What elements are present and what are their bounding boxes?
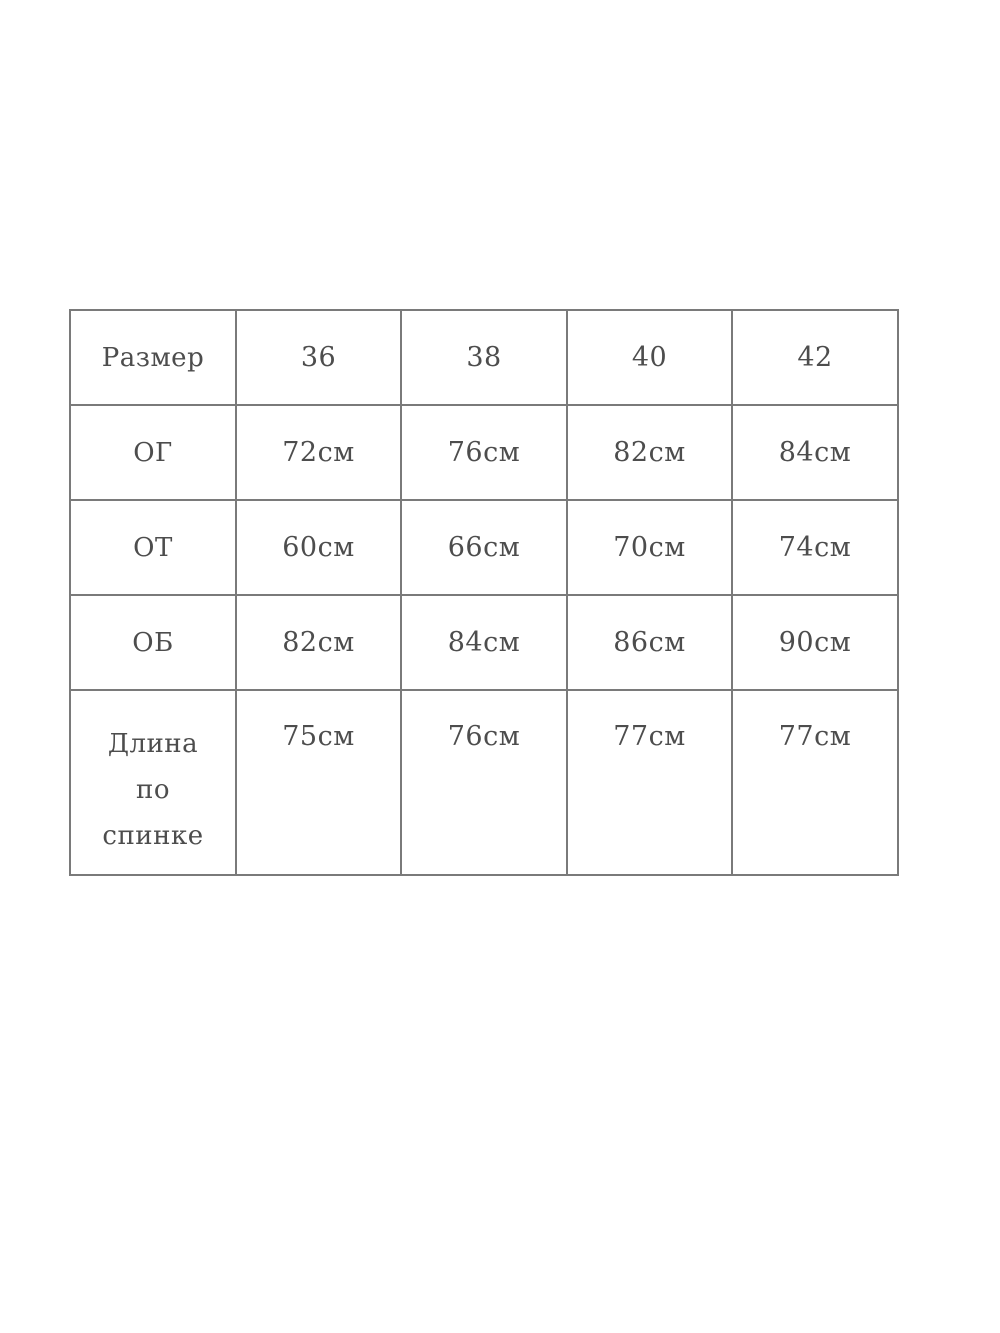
value-cell: 82см xyxy=(567,405,732,500)
size-header-cell: 40 xyxy=(567,310,732,405)
value-cell: 76см xyxy=(401,690,567,875)
size-header-cell: 42 xyxy=(732,310,898,405)
row-label-line: по xyxy=(136,775,170,805)
value-cell: 82см xyxy=(236,595,401,690)
value-cell: 86см xyxy=(567,595,732,690)
value-cell: 77см xyxy=(732,690,898,875)
row-label-cell xyxy=(70,690,236,875)
value-cell: 75см xyxy=(236,690,401,875)
value-cell: 76см xyxy=(401,405,567,500)
size-chart-table xyxy=(69,309,899,876)
row-label-cell: ОБ xyxy=(70,595,236,690)
value-cell: 72см xyxy=(236,405,401,500)
table-row-back-length xyxy=(70,690,898,875)
value-cell: 70см xyxy=(567,500,732,595)
value-cell: 74см xyxy=(732,500,898,595)
table-row-waist xyxy=(70,500,898,595)
table-header-row xyxy=(70,310,898,405)
value-cell: 90см xyxy=(732,595,898,690)
value-cell: 60см xyxy=(236,500,401,595)
row-label-line: спинке xyxy=(102,821,204,851)
header-label-cell: Размер xyxy=(70,310,236,405)
value-cell: 84см xyxy=(732,405,898,500)
size-header-cell: 36 xyxy=(236,310,401,405)
value-cell: 66см xyxy=(401,500,567,595)
table-row-chest xyxy=(70,405,898,500)
row-label-line: Длина xyxy=(107,729,199,759)
value-cell: 84см xyxy=(401,595,567,690)
size-header-cell: 38 xyxy=(401,310,567,405)
value-cell: 77см xyxy=(567,690,732,875)
row-label-cell: ОГ xyxy=(70,405,236,500)
row-label-cell: ОТ xyxy=(70,500,236,595)
table-row-hips xyxy=(70,595,898,690)
